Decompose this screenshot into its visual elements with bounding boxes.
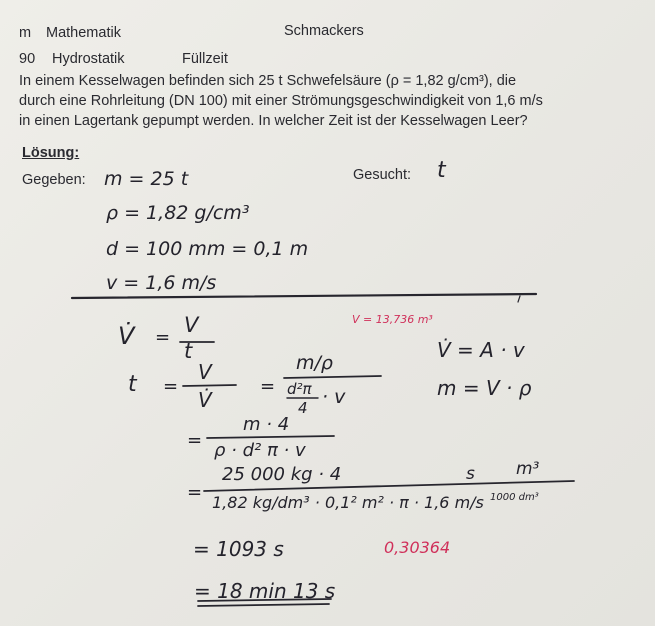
result-seconds: = 1093 s [193,537,284,561]
final-result: = 18 min 13 s [194,579,336,603]
equals-sign: = [155,327,171,348]
problem-line: In einem Kesselwagen befinden sich 25 t Schwefelsäure (ρ = 1,82 g/cm³), die [19,73,517,89]
sought-label: Gesucht: [353,167,412,183]
fraction-denominator: ρ · d² π · v [214,440,306,461]
topic-title: Hydrostatik [52,51,125,67]
fraction-numerator: V [184,313,199,337]
subject-letter: m [19,25,32,41]
fraction-denominator: t [184,339,193,363]
teacher-name: Schmackers [284,23,364,39]
side-formula-mass: m = V · ρ [437,376,532,400]
fraction-denominator: 1,82 kg/dm³ · 0,1² m² · π · 1,6 m/s [212,493,484,512]
fraction-bar [183,385,236,386]
fraction-numerator: m · 4 [243,414,290,435]
sought-value: t [437,158,446,183]
problem-line: in einen Lagertank gepumpt werden. In welcher Zeit ist der Kesselwagen Leer? [19,113,528,129]
red-result-note: 0,30364 [384,538,451,557]
unit-conversion: 1000 dm³ [490,492,539,503]
time-symbol: t [128,372,137,397]
given-density: ρ = 1,82 g/cm³ [106,202,250,224]
given-diameter: d = 100 mm = 0,1 m [106,238,309,260]
equals-sign: = [163,376,179,397]
separator-line [72,294,536,298]
subject-title: Mathematik [46,25,121,41]
solution-heading: Lösung: [22,145,80,161]
unit-seconds: s [466,464,475,484]
fraction-denominator: V̇ [198,388,212,412]
result-underline [198,604,329,606]
pen-mark [518,296,520,302]
equals-sign: = [187,430,203,451]
fraction-bar [207,436,334,438]
equals-sign: = [187,482,203,503]
problem-line: durch eine Rohrleitung (DN 100) mit einer Strömungsgeschwindigkeit von 1,6 m/s [19,93,543,109]
fraction-bar [204,481,574,491]
red-volume-note: V = 13,736 m³ [352,313,433,326]
result-underline [198,599,331,601]
fraction-numerator: 25 000 kg · 4 [222,464,342,485]
topic-number: 90 [19,51,36,67]
fraction-bar [284,376,381,378]
side-formula-flow: V̇ = A · v [437,338,525,362]
velocity-factor: · v [322,386,346,408]
nested-denominator: 4 [298,399,308,417]
fraction-numerator: V [198,360,212,384]
flow-symbol: V̇ [118,322,135,350]
unit-cubic-metre: m³ [516,459,540,479]
nested-numerator: d²π [287,380,312,398]
given-velocity: v = 1,6 m/s [106,272,217,294]
task-title: Füllzeit [182,51,228,67]
fraction-numerator: m/ρ [296,352,333,374]
given-label: Gegeben: [22,172,86,188]
equals-sign: = [260,376,276,397]
given-mass: m = 25 t [104,168,189,190]
